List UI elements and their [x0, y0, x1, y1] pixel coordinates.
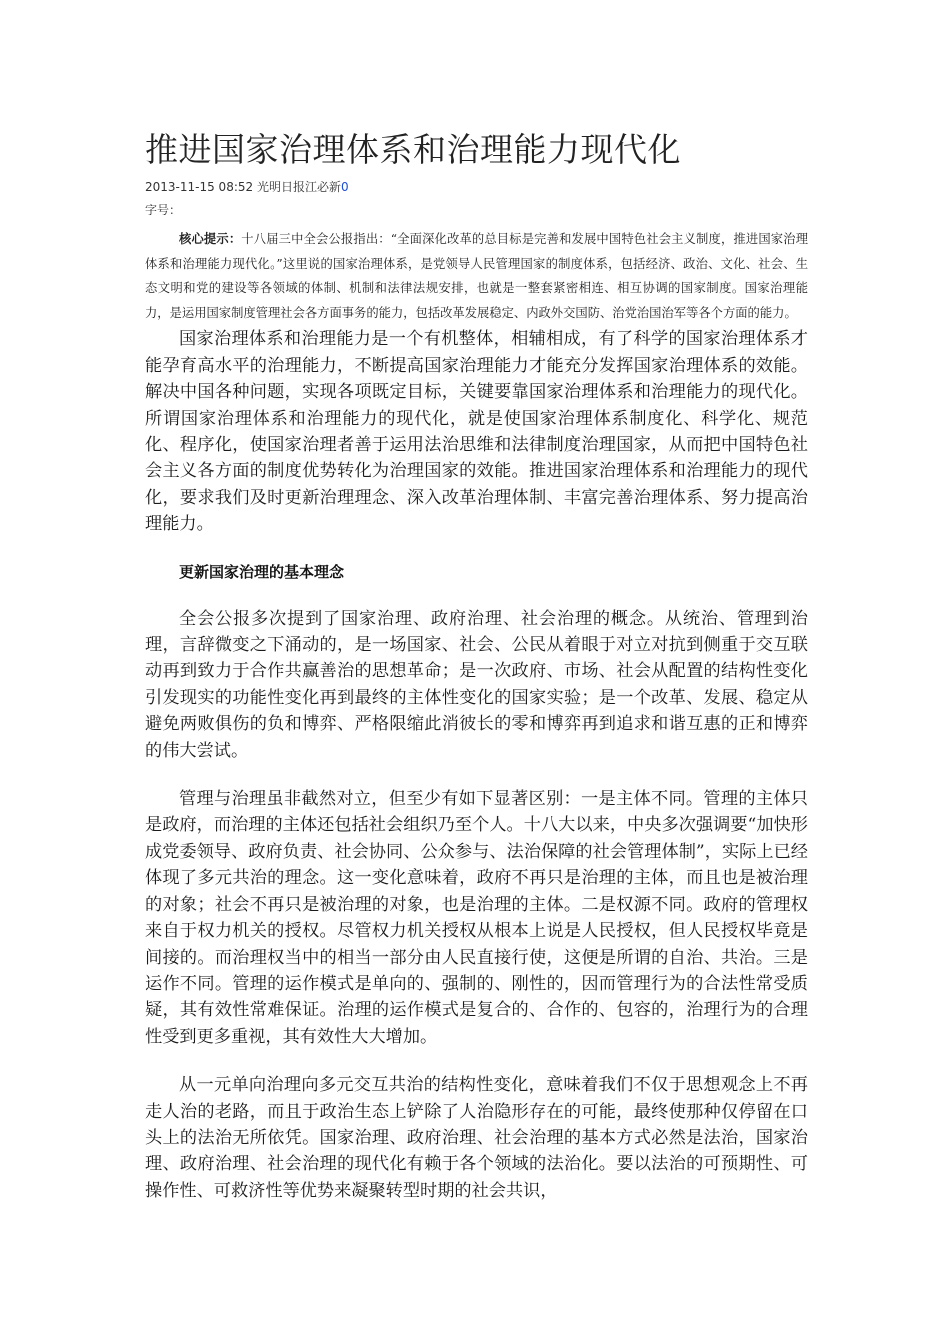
font-size-label: 字号：	[145, 203, 182, 217]
summary-text: 十八届三中全会公报指出：“全面深化改革的总目标是完善和发展中国特色社会主义制度，推进国家治理体系和治理能力现代化。”这里说的国家治理体系，是党领导人民管理国家的制度体系，包括经济、政治、文化、社会、生态文明和党的建设等各领域的体制、机制和法律法规安排，也就是一整套紧密相连、相互协调的国家制度。国家治理能力，是运用国家制度管理社会各方面事务的能力，包括改革发展稳定、内政外交国防、治党治国治军等各个方面的能力。	[145, 232, 808, 320]
section-heading: 更新国家治理的基本理念	[179, 562, 345, 581]
font-size-control	[145, 201, 808, 219]
article-source: 光明日报江必新	[256, 180, 341, 194]
body-paragraph: 国家治理体系和治理能力是一个有机整体，相辅相成，有了科学的国家治理体系才能孕育高水平的治理能力，不断提高国家治理能力才能充分发挥国家治理体系的效能。解决中国各种问题，实现各项既定目标，关键要靠国家治理体系和治理能力的现代化。所谓国家治理体系和治理能力的现代化，就是使国家治理体系制度化、科学化、规范化、程序化，使国家治理者善于运用法治思维和法律制度治理国家，从而把中国特色社会主义各方面的制度优势转化为治理国家的效能。推进国家治理体系和治理能力的现代化，要求我们及时更新治理理念、深入改革治理体制、丰富完善治理体系、努力提高治理能力。	[145, 329, 808, 535]
article-title: 推进国家治理体系和治理能力现代化	[145, 130, 681, 169]
article	[145, 128, 808, 1204]
body-paragraph: 管理与治理虽非截然对立，但至少有如下显著区别：一是主体不同。管理的主体只是政府，而治理的主体还包括社会组织乃至个人。十八大以来，中央多次强调要“加快形成党委领导、政府负责、社会协同、公众参与、法治保障的社会管理体制”，实际上已经体现了多元共治的理念。这一变化意味着，政府不再只是治理的主体，而且也是被治理的对象；社会不再只是被治理的对象，也是治理的主体。二是权源不同。政府的管理权来自于权力机关的授权。尽管权力机关授权从根本上说是人民授权，但人民授权毕竟是间接的。而治理权当中的相当一部分由人民直接行使，这便是所谓的自治、共治。三是运作不同。管理的运作模式是单向的、强制的、刚性的，因而管理行为的合法性常受质疑，其有效性常难保证。治理的运作模式是复合的、合作的、包容的，治理行为的合理性受到更多重视，其有效性大大增加。	[145, 789, 808, 1047]
article-meta	[145, 178, 808, 196]
summary-label: 核心提示：	[179, 231, 242, 246]
publish-datetime: 2013-11-15 08:52	[145, 180, 254, 194]
comment-count-link[interactable]: 0	[340, 180, 349, 194]
body-paragraph: 全会公报多次提到了国家治理、政府治理、社会治理的概念。从统治、管理到治理，言辞微变之下涌动的，是一场国家、社会、公民从着眼于对立对抗到侧重于交互联动再到致力于合作共赢善治的思想革命；是一次政府、市场、社会从配置的结构性变化引发现实的功能性变化再到最终的主体性变化的国家实验；是一个改革、发展、稳定从避免两败俱伤的负和博弈、严格限缩此消彼长的零和博弈再到追求和谐互惠的正和博弈的伟大尝试。	[145, 608, 808, 761]
body-paragraph: 从一元单向治理向多元交互共治的结构性变化，意味着我们不仅于思想观念上不再走人治的老路，而且于政治生态上铲除了人治隐形存在的可能，最终使那种仅停留在口头上的法治无所依凭。国家治理、政府治理、社会治理的基本方式必然是法治，国家治理、政府治理、社会治理的现代化有赖于各个领域的法治化。要以法治的可预期性、可操作性、可救济性等优势来凝聚转型时期的社会共识，	[145, 1075, 808, 1201]
summary-block	[145, 227, 808, 325]
